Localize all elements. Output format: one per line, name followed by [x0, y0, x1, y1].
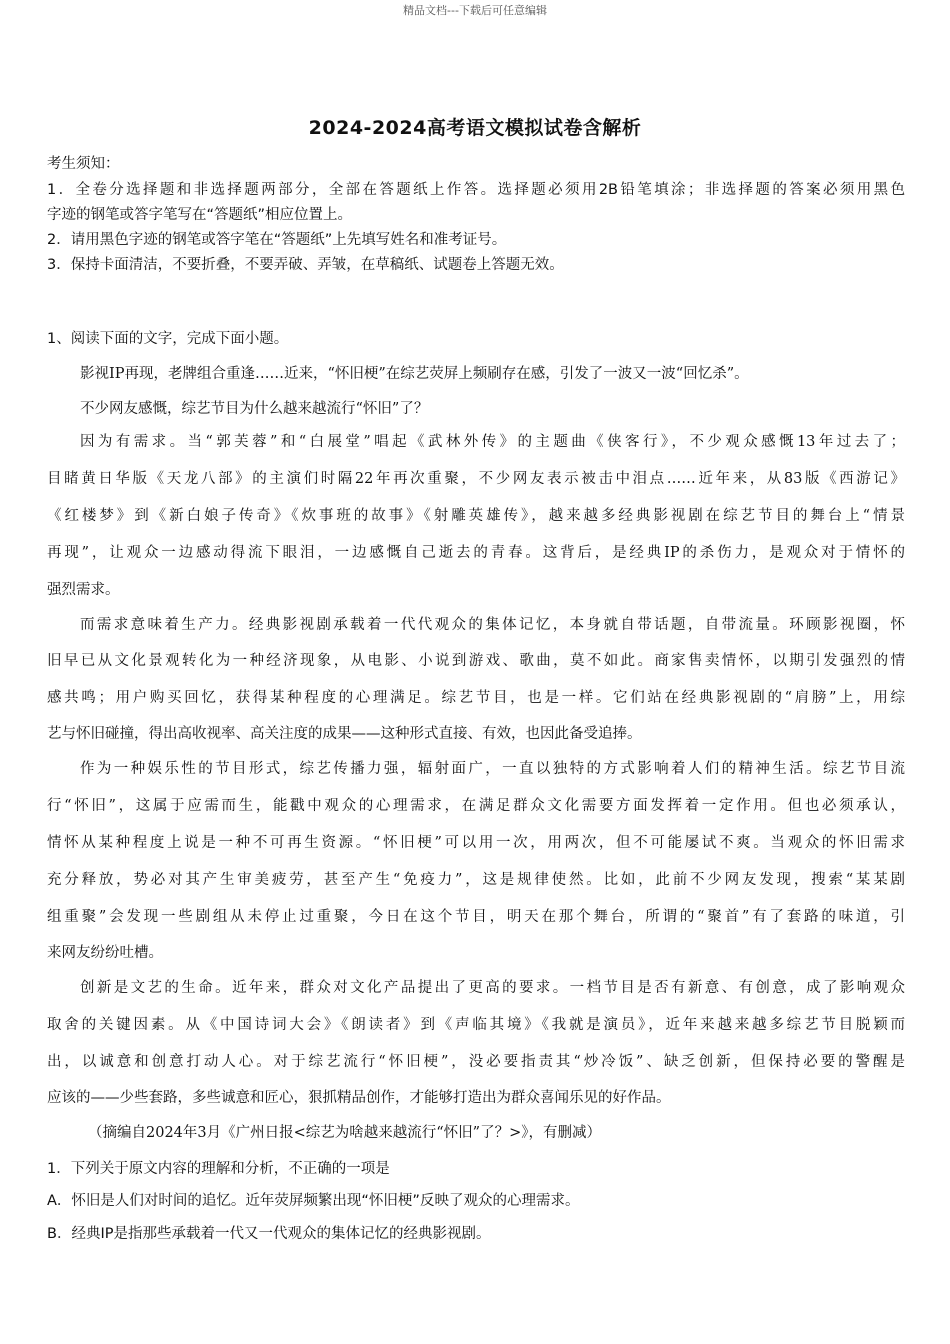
- option-a: A．怀旧是人们对时间的追忆。近年荧屏频繁出现“怀旧梗”反映了观众的心理需求。: [47, 1193, 580, 1209]
- passage-source: （摘编自2024年3月《广州日报<综艺为啥越来越流行“怀旧”了？>》，有删减）: [88, 1125, 601, 1141]
- passage-p3-line-5: 强烈需求。: [47, 582, 120, 598]
- passage-p2: 不少网友感慨，综艺节目为什么越来越流行“怀旧”了？: [80, 401, 429, 417]
- passage-p5-line-2: 行“怀旧”，这属于应需而生，能戳中观众的心理需求，在满足群众文化需要方面发挥着一定作用。但也必须承认，: [47, 798, 905, 814]
- passage-p4-line-1: 而需求意味着生产力。经典影视剧承载着一代代观众的集体记忆，本身就自带话题，自带流量。环顾影视圈，怀: [80, 617, 905, 633]
- question-1-stem: 1．下列关于原文内容的理解和分析，不正确的一项是: [47, 1161, 390, 1177]
- passage-p4-line-3: 感共鸣；用户购买回忆，获得某种程度的心理满足。综艺节目，也是一样。它们站在经典影视剧的“肩膀”上，用综: [47, 690, 905, 706]
- passage-p5-line-4: 充分释放，势必对其产生审美疲劳，甚至产生“免疫力”，这是规律使然。比如，此前不少网友发现，搜索“某某剧: [47, 872, 905, 888]
- passage-p6-line-4: 应该的——少些套路，多些诚意和匠心，狠抓精品创作，才能够打造出为群众喜闻乐见的好作品。: [47, 1090, 671, 1106]
- page-header: 精品文档---下载后可任意编辑: [403, 4, 547, 17]
- question-intro: 1、阅读下面的文字，完成下面小题。: [47, 331, 289, 347]
- passage-p4-line-4: 艺与怀旧碰撞，得出高收视率、高关注度的成果——这种形式直接、有效，也因此备受追捧。: [47, 726, 642, 742]
- passage-p6-line-3: 出，以诚意和创意打动人心。对于综艺流行“怀旧梗”，没必要指责其“炒冷饭”、缺乏创新，但保持必要的警醒是: [47, 1054, 905, 1070]
- notice-item-3: 3．保持卡面清洁，不要折叠，不要弄破、弄皱，在草稿纸、试题卷上答题无效。: [47, 257, 564, 273]
- notice-item-2: 2．请用黑色字迹的钢笔或答字笔在“答题纸”上先填写姓名和准考证号。: [47, 232, 507, 248]
- passage-p5-line-3: 情怀从某种程度上说是一种不可再生资源。“怀旧梗”可以用一次，用两次，但不可能屡试不爽。当观众的怀旧需求: [47, 835, 905, 851]
- option-b: B．经典IP是指那些承载着一代又一代观众的集体记忆的经典影视剧。: [47, 1226, 491, 1242]
- notice-item-1-line-2: 字迹的钢笔或答字笔写在“答题纸”相应位置上。: [47, 207, 353, 223]
- notice-heading: 考生须知：: [47, 156, 120, 172]
- passage-p6-line-2: 取舍的关键因素。从《中国诗词大会》《朗读者》到《声临其境》《我就是演员》，近年来越来越多综艺节目脱颖而: [47, 1017, 905, 1033]
- passage-p3-line-4: 再现”，让观众一边感动得流下眼泪，一边感慨自己逝去的青春。这背后，是经典IP的杀伤力，是观众对于情怀的: [47, 545, 905, 561]
- passage-p4-line-2: 旧早已从文化景观转化为一种经济现象，从电影、小说到游戏、歌曲，莫不如此。商家售卖情怀，以期引发强烈的情: [47, 653, 905, 669]
- notice-item-1-line-1: 1．全卷分选择题和非选择题两部分，全部在答题纸上作答。选择题必须用2B铅笔填涂；非选择题的答案必须用黑色: [47, 182, 905, 198]
- exam-title: 2024-2024高考语文模拟试卷含解析: [308, 117, 642, 139]
- passage-p5-line-1: 作为一种娱乐性的节目形式，综艺传播力强，辐射面广，一直以独特的方式影响着人们的精神生活。综艺节目流: [80, 761, 905, 777]
- passage-p3-line-3: 《红楼梦》到《新白娘子传奇》《炊事班的故事》《射雕英雄传》，越来越多经典影视剧在综艺节目的舞台上“情景: [47, 508, 905, 524]
- passage-p3-line-1: 因为有需求。当“郭芙蓉”和“白展堂”唱起《武林外传》的主题曲《侠客行》，不少观众感慨13年过去了；: [80, 434, 905, 450]
- passage-p5-line-5: 组重聚”会发现一些剧组从未停止过重聚，今日在这个节目，明天在那个舞台，所谓的“聚首”有了套路的味道，引: [47, 909, 905, 925]
- passage-p5-line-6: 来网友纷纷吐槽。: [47, 945, 163, 961]
- passage-p3-line-2: 目睹黄日华版《天龙八部》的主演们时隔22年再次重聚，不少网友表示被击中泪点……近年来，从83版《西游记》: [47, 471, 905, 487]
- passage-p1: 影视IP再现，老牌组合重逢……近来，“怀旧梗”在综艺荧屏上频刷存在感，引发了一波又一波“回忆杀”。: [80, 366, 749, 382]
- passage-p6-line-1: 创新是文艺的生命。近年来，群众对文化产品提出了更高的要求。一档节目是否有新意、有创意，成了影响观众: [80, 980, 905, 996]
